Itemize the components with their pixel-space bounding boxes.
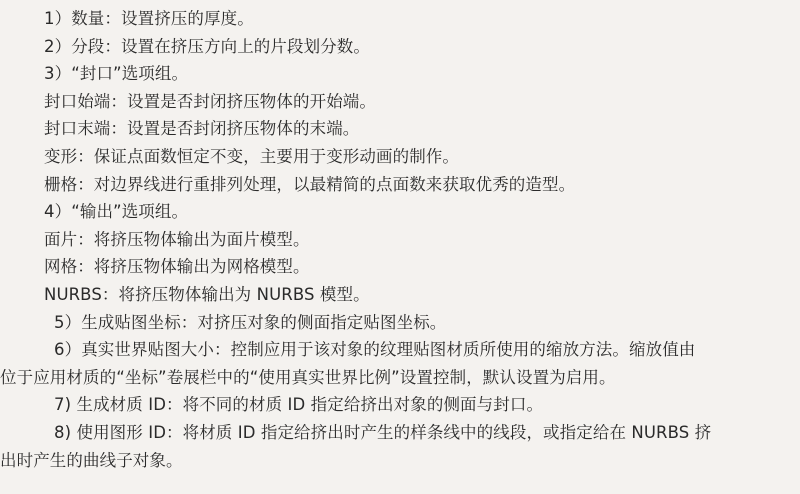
text-line-grid: 栅格：对边界线进行重排列处理，以最精简的点面数来获取优秀的造型。 [44, 174, 576, 194]
text-line-item-6-continued: 位于应用材质的“坐标”卷展栏中的“使用真实世界比例”设置控制，默认设置为启用。 [0, 367, 616, 387]
text-line-item-2: 2）分段：设置在挤压方向上的片段划分数。 [44, 36, 370, 56]
text-line-item-1: 1）数量：设置挤压的厚度。 [44, 9, 254, 28]
text-line-cap-start: 封口始端：设置是否封闭挤压物体的开始端。 [44, 91, 376, 111]
text-line-item-3: 3）“封口”选项组。 [44, 64, 189, 84]
text-line-item-6: 6）真实世界贴图大小：控制应用于该对象的纹理贴图材质所使用的缩放方法。缩放值由 [54, 340, 696, 360]
text-line-mesh: 网格：将挤压物体输出为网格模型。 [44, 257, 310, 277]
text-line-item-5: 5）生成贴图坐标：对挤压对象的侧面指定贴图坐标。 [54, 312, 447, 332]
text-line-item-7: 7) 生成材质 ID：将不同的材质 ID 指定给挤出对象的侧面与封口。 [54, 395, 544, 415]
text-line-morph: 变形：保证点面数恒定不变，主要用于变形动画的制作。 [44, 146, 459, 166]
text-line-cap-end: 封口末端：设置是否封闭挤压物体的末端。 [44, 119, 360, 139]
text-line-patch: 面片：将挤压物体输出为面片模型。 [44, 229, 310, 249]
text-line-item-4: 4）“输出”选项组。 [44, 202, 189, 222]
text-line-nurbs: NURBS：将挤压物体输出为 NURBS 模型。 [44, 284, 370, 304]
text-line-item-8-continued: 出时产生的曲线子对象。 [0, 450, 183, 470]
text-line-item-8: 8) 使用图形 ID：将材质 ID 指定给挤出时产生的样条线中的线段，或指定给在 NURBS 挤 [54, 422, 712, 442]
